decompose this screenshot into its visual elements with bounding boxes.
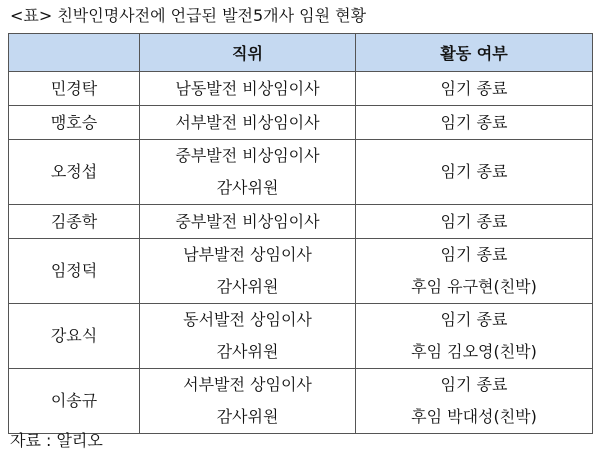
position-line: 중부발전 비상임이사 — [175, 211, 320, 231]
table-row — [9, 72, 593, 106]
cell-name: 이송규 — [9, 369, 140, 434]
header-position: 직위 — [140, 34, 356, 72]
position-line: 중부발전 비상임이사 — [175, 146, 320, 165]
cell-name: 김종학 — [9, 205, 140, 239]
header-row — [9, 34, 593, 72]
status-line: 후임 박대성(친박) — [411, 407, 537, 426]
table-row — [9, 140, 593, 205]
cell-status — [356, 304, 593, 369]
table-row — [9, 239, 593, 304]
cell-name: 오정섭 — [9, 140, 140, 205]
table-row — [9, 369, 593, 434]
cell-position — [140, 72, 356, 106]
source-note: 자료 : 알리오 — [10, 431, 103, 450]
position-line: 감사위원 — [216, 342, 279, 361]
table-row — [9, 106, 593, 140]
header-status: 활동 여부 — [356, 34, 593, 72]
cell-status — [356, 72, 593, 106]
cell-name: 강요식 — [9, 304, 140, 369]
position-line: 서부발전 상임이사 — [183, 375, 312, 394]
cell-position — [140, 304, 356, 369]
cell-name: 임정덕 — [9, 239, 140, 304]
table-row — [9, 205, 593, 239]
status-line: 임기 종료 — [440, 375, 508, 394]
position-line: 감사위원 — [216, 178, 279, 197]
cell-status — [356, 106, 593, 140]
table-header — [9, 34, 593, 72]
cell-position — [140, 140, 356, 205]
cell-status — [356, 205, 593, 239]
status-line: 후임 김오영(친박) — [411, 342, 537, 361]
cell-position — [140, 205, 356, 239]
position-line: 남부발전 상임이사 — [183, 245, 312, 264]
status-line: 임기 종료 — [440, 162, 508, 181]
position-line: 서부발전 비상임이사 — [175, 112, 320, 132]
table-body — [9, 72, 593, 434]
position-line: 남동발전 비상임이사 — [175, 78, 320, 98]
cell-position — [140, 106, 356, 140]
status-line: 임기 종료 — [440, 78, 508, 98]
position-line: 감사위원 — [216, 407, 279, 426]
cell-name: 민경탁 — [9, 72, 140, 106]
status-line: 임기 종료 — [440, 112, 508, 132]
cell-status — [356, 140, 593, 205]
cell-position — [140, 239, 356, 304]
cell-name: 맹호승 — [9, 106, 140, 140]
status-line: 임기 종료 — [440, 245, 508, 264]
status-line: 임기 종료 — [440, 211, 508, 231]
status-line: 임기 종료 — [440, 310, 508, 329]
status-line: 후임 유구현(친박) — [411, 277, 537, 296]
cell-status — [356, 369, 593, 434]
cell-position — [140, 369, 356, 434]
cell-status — [356, 239, 593, 304]
position-line: 동서발전 상임이사 — [183, 310, 312, 329]
table-caption: <표> 친박인명사전에 언급된 발전5개사 임원 현황 — [10, 6, 367, 25]
executives-table — [8, 33, 593, 434]
position-line: 감사위원 — [216, 277, 279, 296]
header-name — [9, 34, 140, 72]
table-row — [9, 304, 593, 369]
